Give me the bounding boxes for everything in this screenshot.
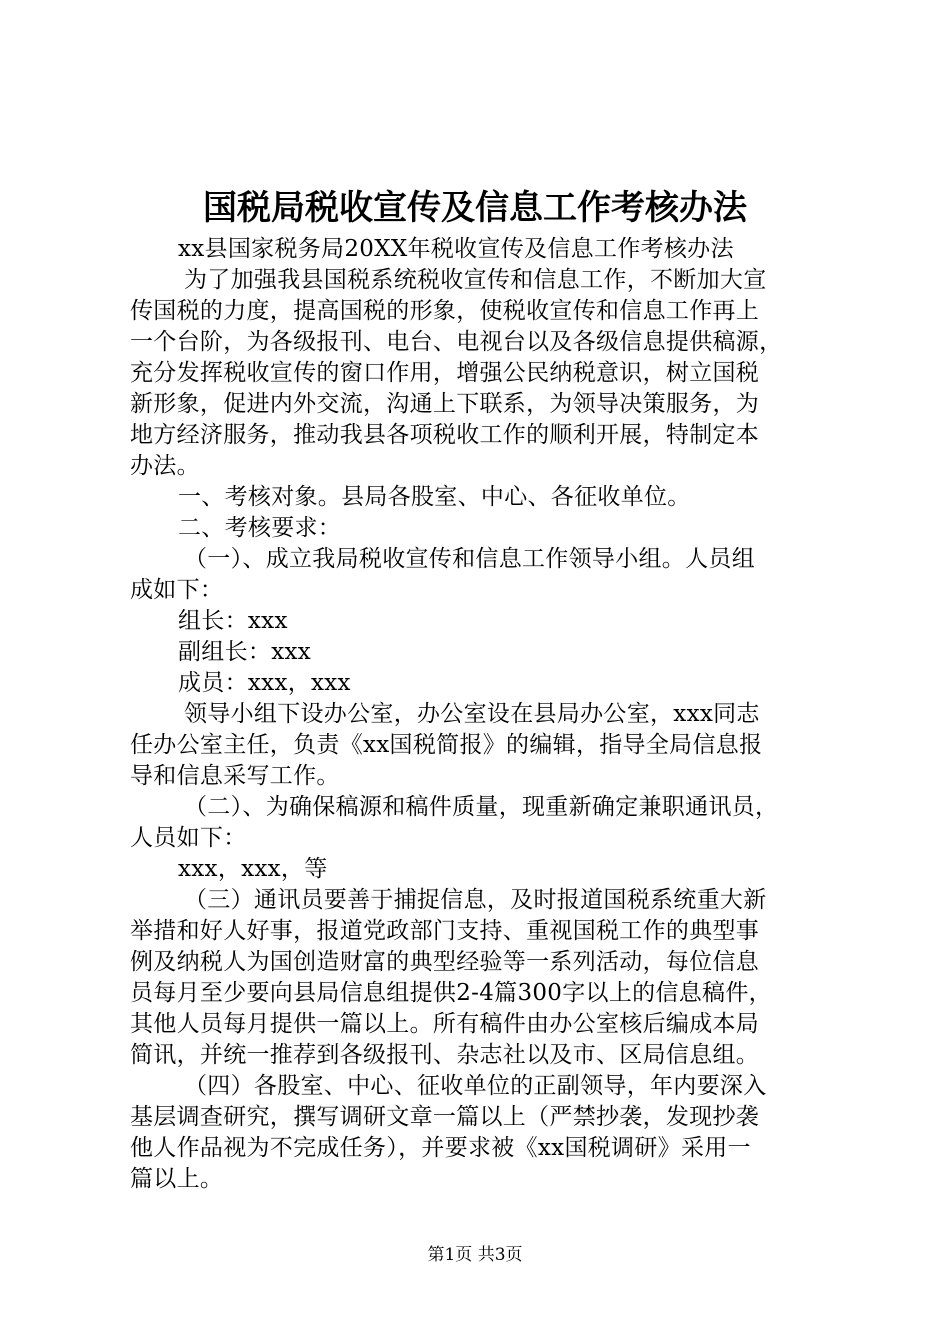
- paragraph-line: 人员如下：: [130, 825, 247, 851]
- paragraph-line: 新形象，促进内外交流，沟通上下联系，为领导决策服务，为: [130, 391, 760, 417]
- section-heading: 一、考核对象。县局各股室、中心、各征收单位。: [178, 484, 691, 510]
- paragraph-line: 成如下：: [130, 577, 224, 603]
- member-line: xxx，xxx，等: [178, 856, 328, 882]
- document-body: [130, 234, 830, 1195]
- section-heading: 二、考核要求：: [178, 515, 342, 541]
- member-line: 组长：xxx: [178, 608, 288, 634]
- paragraph-line: 为了加强我县国税系统税收宣传和信息工作，不断加大宣: [184, 267, 767, 293]
- member-line: 成员：xxx，xxx: [178, 670, 351, 696]
- paragraph-line: 传国税的力度，提高国税的形象，使税收宣传和信息工作再上: [130, 298, 760, 324]
- paragraph-line: 简讯，并统一推荐到各级报刊、杂志社以及市、区局信息组。: [130, 1042, 760, 1068]
- paragraph-line: 一个台阶，为各级报刊、电台、电视台以及各级信息提供稿源，: [130, 329, 783, 355]
- paragraph-line: 他人作品视为不完成任务），并要求被《xx国税调研》采用一: [130, 1135, 751, 1161]
- paragraph-line: （一）、成立我局税收宣传和信息工作领导小组。人员组: [184, 546, 755, 572]
- document-title: 国税局税收宣传及信息工作考核办法: [203, 188, 747, 228]
- paragraph-line: 篇以上。: [130, 1166, 224, 1192]
- paragraph-line: （二）、为确保稿源和稿件质量，现重新确定兼职通讯员，: [184, 794, 779, 820]
- paragraph-line: 地方经济服务，推动我县各项税收工作的顺利开展，特制定本: [130, 422, 760, 448]
- member-line: 副组长：xxx: [178, 639, 312, 665]
- paragraph-line: 其他人员每月提供一篇以上。所有稿件由办公室核后编成本局: [130, 1011, 760, 1037]
- paragraph-line: 基层调查研究，撰写调研文章一篇以上（严禁抄袭，发现抄袭: [130, 1104, 760, 1130]
- paragraph-line: 例及纳税人为国创造财富的典型经验等一系列活动，每位信息: [130, 949, 760, 975]
- subtitle-line: xx县国家税务局20XX年税收宣传及信息工作考核办法: [178, 236, 734, 262]
- paragraph-line: 导和信息采写工作。: [130, 763, 340, 789]
- paragraph-line: 员每月至少要向县局信息组提供2-4篇300字以上的信息稿件，: [130, 980, 772, 1006]
- paragraph-line: （三）通讯员要善于捕捉信息，及时报道国税系统重大新: [184, 887, 767, 913]
- paragraph-line: 充分发挥税收宣传的窗口作用，增强公民纳税意识，树立国税: [130, 360, 760, 386]
- paragraph-line: 领导小组下设办公室，办公室设在县局办公室，xxx同志: [184, 701, 760, 727]
- paragraph-line: 举措和好人好事，报道党政部门支持、重视国税工作的典型事: [130, 918, 760, 944]
- paragraph-line: 任办公室主任，负责《xx国税简报》的编辑，指导全局信息报: [130, 732, 763, 758]
- paragraph-line: 办法。: [130, 453, 200, 479]
- paragraph-line: （四）各股室、中心、征收单位的正副领导，年内要深入: [184, 1073, 767, 1099]
- page-footer: 第1页 共3页: [427, 1245, 523, 1265]
